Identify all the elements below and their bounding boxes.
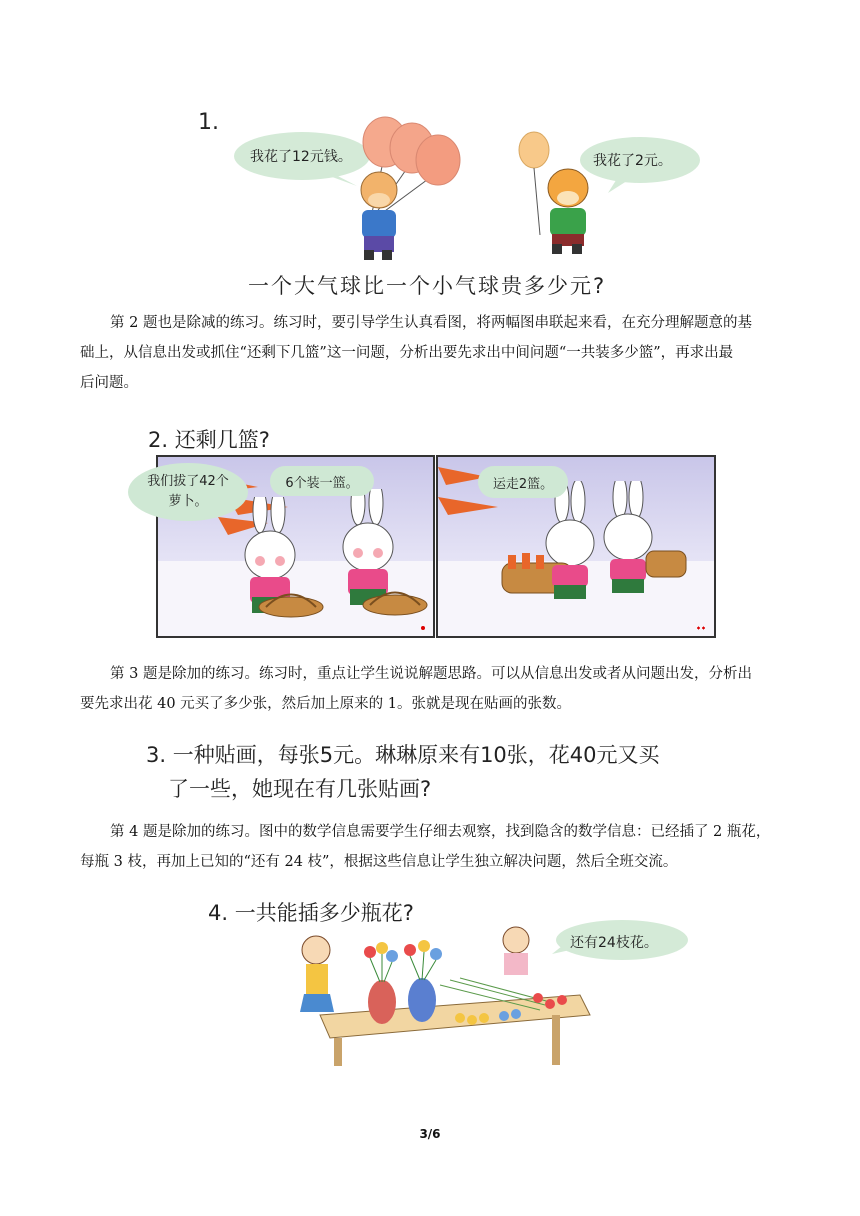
bubble-left-text: 我花了12元钱。 <box>250 149 352 165</box>
red-dot-marker <box>696 626 706 630</box>
paragraph-line: 第 3 题是除加的练习。练习时，重点让学生说说解题思路。可以从信息出发或者从问题出发，分析出 <box>110 666 752 682</box>
paragraph-line: 础上，从信息出发或抓住“还剩下几篮”这一问题，分析出要先求出中间问题“一共装多少篮”，再求出最 <box>80 345 734 361</box>
bubble-text: 6个装一篮。 <box>285 475 359 491</box>
page-number: 3/6 <box>419 1127 441 1141</box>
paragraph-line: 每瓶 3 枝，再加上已知的“还有 24 枝”，根据这些信息让学生独立解决问题，然后全班交流。 <box>80 854 678 870</box>
explanation-paragraph-3 <box>80 659 790 719</box>
red-dot-marker <box>421 626 425 630</box>
problem-3-text <box>146 738 660 806</box>
rabbits-carrying-basket-illustration <box>500 481 690 631</box>
bubble-24-flowers-text: 还有24枝花。 <box>570 935 658 951</box>
speech-bubble-2-baskets <box>478 466 568 498</box>
basket-right-illustration <box>360 585 430 625</box>
problem-1-question: 一个大气球比一个小气球贵多少元? <box>248 274 607 298</box>
paragraph-line: 要先求出花 40 元买了多少张，然后加上原来的 1。张就是现在贴画的张数。 <box>80 696 572 712</box>
speech-bubble-42-carrots <box>128 463 248 521</box>
problem-3-line: 了一些，她现在有几张贴画? <box>168 777 432 801</box>
bubble-right-text: 我花了2元。 <box>593 153 672 169</box>
speech-bubble-6-per-basket <box>270 466 374 496</box>
cow-character-illustration <box>344 168 424 268</box>
problem-3-line: 3. 一种贴画，每张5元。琳琳原来有10张，花40元又买 <box>146 743 660 767</box>
problem-4-title: 4. 一共能插多少瓶花? <box>208 901 414 925</box>
bubble-text: 我们拔了42个萝卜。 <box>147 474 229 509</box>
explanation-paragraph-2 <box>80 308 790 398</box>
paragraph-line: 后问题。 <box>80 375 138 391</box>
explanation-paragraph-4 <box>80 817 790 877</box>
basket-left-illustration <box>256 587 326 627</box>
problem-1-number: 1. <box>198 110 219 135</box>
problem-2-title: 2. 还剩几篮? <box>148 428 270 452</box>
bubble-text: 运走2篮。 <box>492 476 554 492</box>
paragraph-line: 第 4 题是除加的练习。图中的数学信息需要学生仔细去观察，找到隐含的数学信息：已经插了 2 瓶花， <box>110 824 771 840</box>
paragraph-line: 第 2 题也是除减的练习。练习时，要引导学生认真看图，将两幅图串联起来看，在充分理解题意的基 <box>110 315 752 331</box>
